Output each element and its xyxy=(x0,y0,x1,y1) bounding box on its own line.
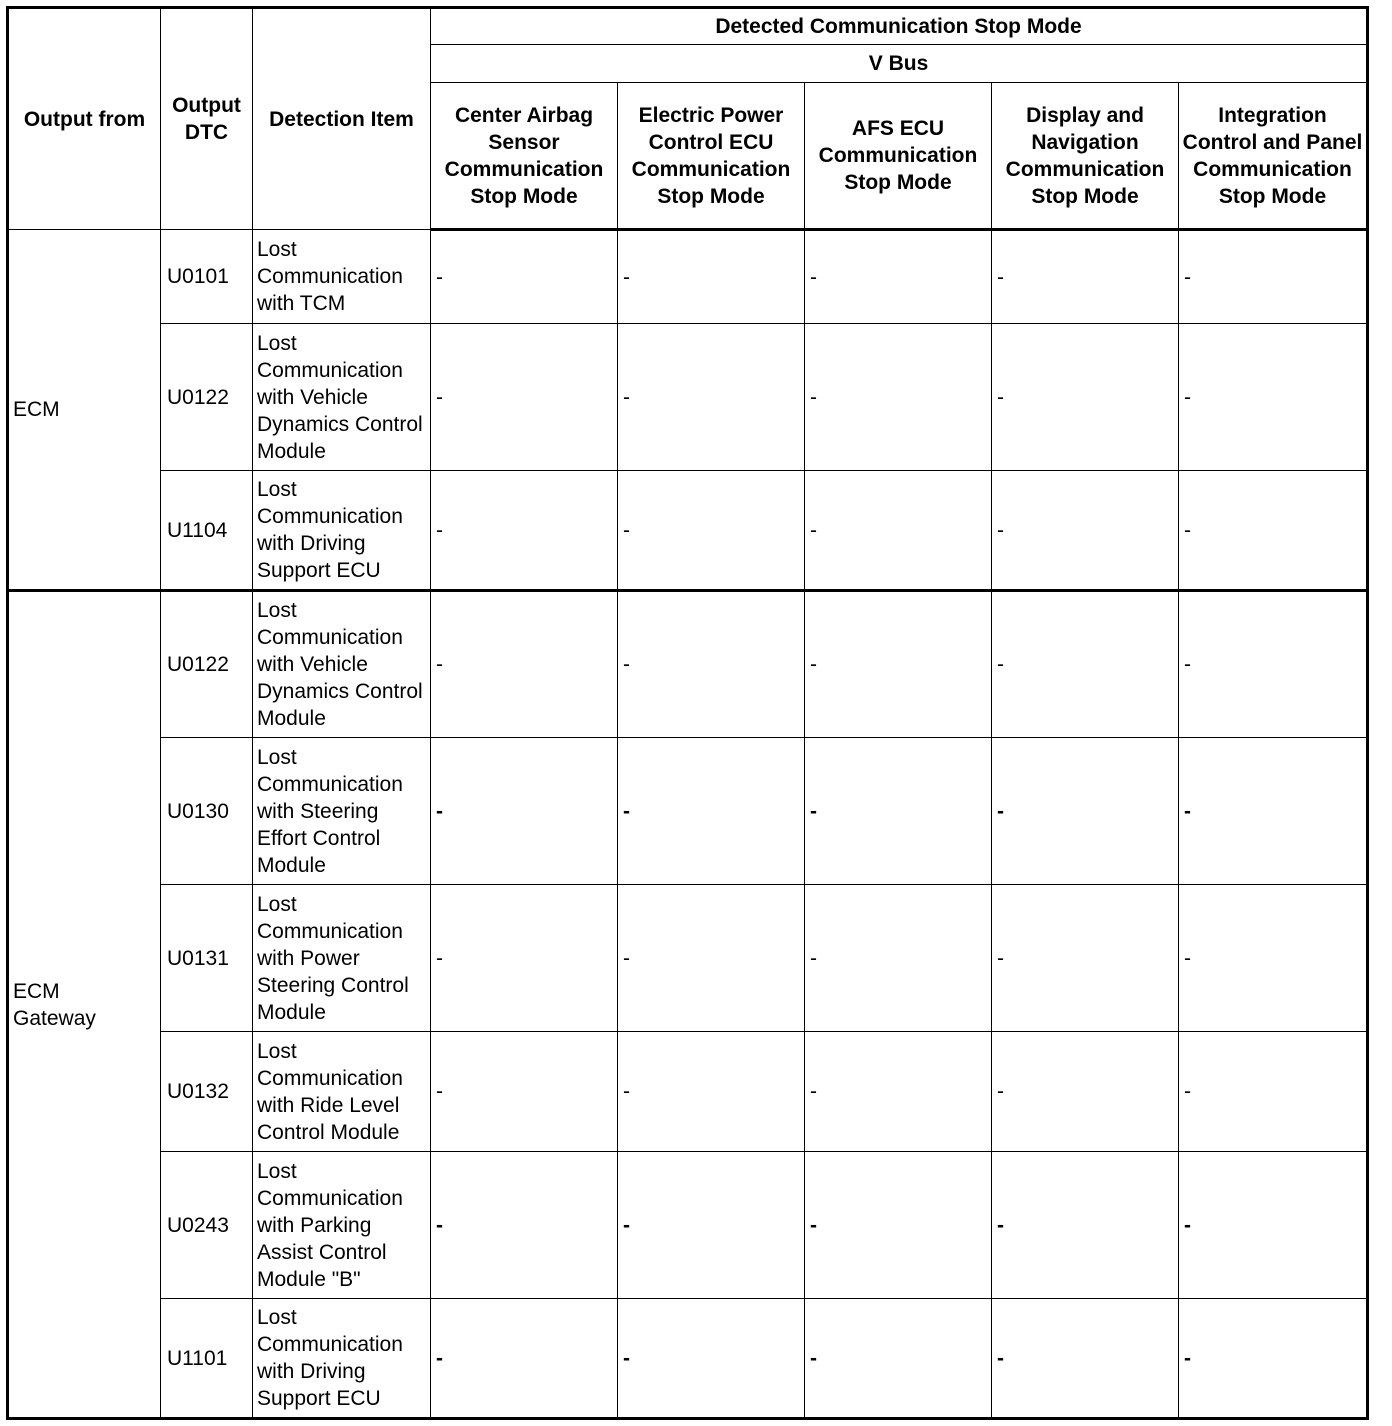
table-row xyxy=(8,471,1368,591)
value-cell: - xyxy=(618,1032,805,1152)
table-row xyxy=(8,230,1368,324)
detection-item-cell: Lost Communication with Ride Level Control Module xyxy=(253,1032,431,1152)
value-cell: - xyxy=(1179,230,1368,324)
detection-item-cell: Lost Communication with Vehicle Dynamics Control Module xyxy=(253,324,431,471)
table-row xyxy=(8,591,1368,738)
header-detection-item: Detection Item xyxy=(253,8,431,230)
detection-item-cell: Lost Communication with Steering Effort Control Module xyxy=(253,738,431,885)
detection-item-cell: Lost Communication with Power Steering Control Module xyxy=(253,885,431,1032)
value-cell: - xyxy=(992,885,1179,1032)
dtc-code-cell: U0132 xyxy=(161,1032,253,1152)
value-cell: - xyxy=(431,471,618,591)
table-row xyxy=(8,885,1368,1032)
dtc-code-cell: U0243 xyxy=(161,1152,253,1299)
value-cell: - xyxy=(992,591,1179,738)
value-cell: - xyxy=(618,885,805,1032)
header-col-electric-power: Electric Power Control ECU Communication Stop Mode xyxy=(618,83,805,230)
value-cell: - xyxy=(1179,471,1368,591)
value-cell: - xyxy=(618,471,805,591)
table-row xyxy=(8,324,1368,471)
value-cell: - xyxy=(805,738,992,885)
value-cell: - xyxy=(431,230,618,324)
table-row xyxy=(8,1152,1368,1299)
header-group-title: Detected Communication Stop Mode xyxy=(431,8,1368,45)
value-cell: - xyxy=(618,591,805,738)
value-cell: - xyxy=(805,471,992,591)
value-cell: - xyxy=(431,1299,618,1419)
value-cell: - xyxy=(431,738,618,885)
value-cell: - xyxy=(431,885,618,1032)
value-cell: - xyxy=(1179,1152,1368,1299)
value-cell: - xyxy=(431,1152,618,1299)
value-cell: - xyxy=(805,1032,992,1152)
dtc-code-cell: U1104 xyxy=(161,471,253,591)
value-cell: - xyxy=(992,324,1179,471)
value-cell: - xyxy=(1179,885,1368,1032)
detection-item-cell: Lost Communication with Parking Assist Control Module "B" xyxy=(253,1152,431,1299)
table-row xyxy=(8,1299,1368,1419)
detection-item-cell: Lost Communication with TCM xyxy=(253,230,431,324)
table-header xyxy=(8,8,1368,230)
value-cell: - xyxy=(431,324,618,471)
value-cell: - xyxy=(992,738,1179,885)
output-from-cell xyxy=(8,591,161,1419)
output-from-cell: ECM xyxy=(8,230,161,591)
header-bus-title: V Bus xyxy=(431,45,1368,83)
header-col-afs-ecu: AFS ECU Communication Stop Mode xyxy=(805,83,992,230)
value-cell: - xyxy=(1179,738,1368,885)
header-output-from: Output from xyxy=(8,8,161,230)
value-cell: - xyxy=(431,1032,618,1152)
output-from-label: ECM Gateway xyxy=(13,979,96,1030)
value-cell: - xyxy=(805,885,992,1032)
table-row xyxy=(8,1032,1368,1152)
value-cell: - xyxy=(992,1299,1179,1419)
detection-item-cell: Lost Communication with Driving Support ECU xyxy=(253,471,431,591)
table-row xyxy=(8,738,1368,885)
value-cell: - xyxy=(618,738,805,885)
table-body xyxy=(8,230,1368,1419)
value-cell: - xyxy=(805,591,992,738)
header-col-integration-control: Integration Control and Panel Communication Stop Mode xyxy=(1179,83,1368,230)
value-cell: - xyxy=(992,230,1179,324)
value-cell: - xyxy=(805,324,992,471)
value-cell: - xyxy=(618,1152,805,1299)
value-cell: - xyxy=(992,1152,1179,1299)
value-cell: - xyxy=(805,1152,992,1299)
value-cell: - xyxy=(805,1299,992,1419)
value-cell: - xyxy=(431,591,618,738)
value-cell: - xyxy=(1179,1299,1368,1419)
dtc-code-cell: U0130 xyxy=(161,738,253,885)
value-cell: - xyxy=(618,324,805,471)
value-cell: - xyxy=(1179,324,1368,471)
value-cell: - xyxy=(992,471,1179,591)
dtc-table xyxy=(6,6,1369,1420)
header-col-center-airbag: Center Airbag Sensor Communication Stop Mode xyxy=(431,83,618,230)
value-cell: - xyxy=(1179,1032,1368,1152)
value-cell: - xyxy=(618,1299,805,1419)
header-col-display-navigation: Display and Navigation Communication Stop Mode xyxy=(992,83,1179,230)
dtc-code-cell: U0122 xyxy=(161,591,253,738)
header-output-dtc: Output DTC xyxy=(161,8,253,230)
value-cell: - xyxy=(992,1032,1179,1152)
value-cell: - xyxy=(618,230,805,324)
dtc-code-cell: U1101 xyxy=(161,1299,253,1419)
dtc-code-cell: U0131 xyxy=(161,885,253,1032)
dtc-code-cell: U0101 xyxy=(161,230,253,324)
value-cell: - xyxy=(1179,591,1368,738)
detection-item-cell: Lost Communication with Vehicle Dynamics Control Module xyxy=(253,591,431,738)
detection-item-cell: Lost Communication with Driving Support ECU xyxy=(253,1299,431,1419)
dtc-code-cell: U0122 xyxy=(161,324,253,471)
value-cell: - xyxy=(805,230,992,324)
